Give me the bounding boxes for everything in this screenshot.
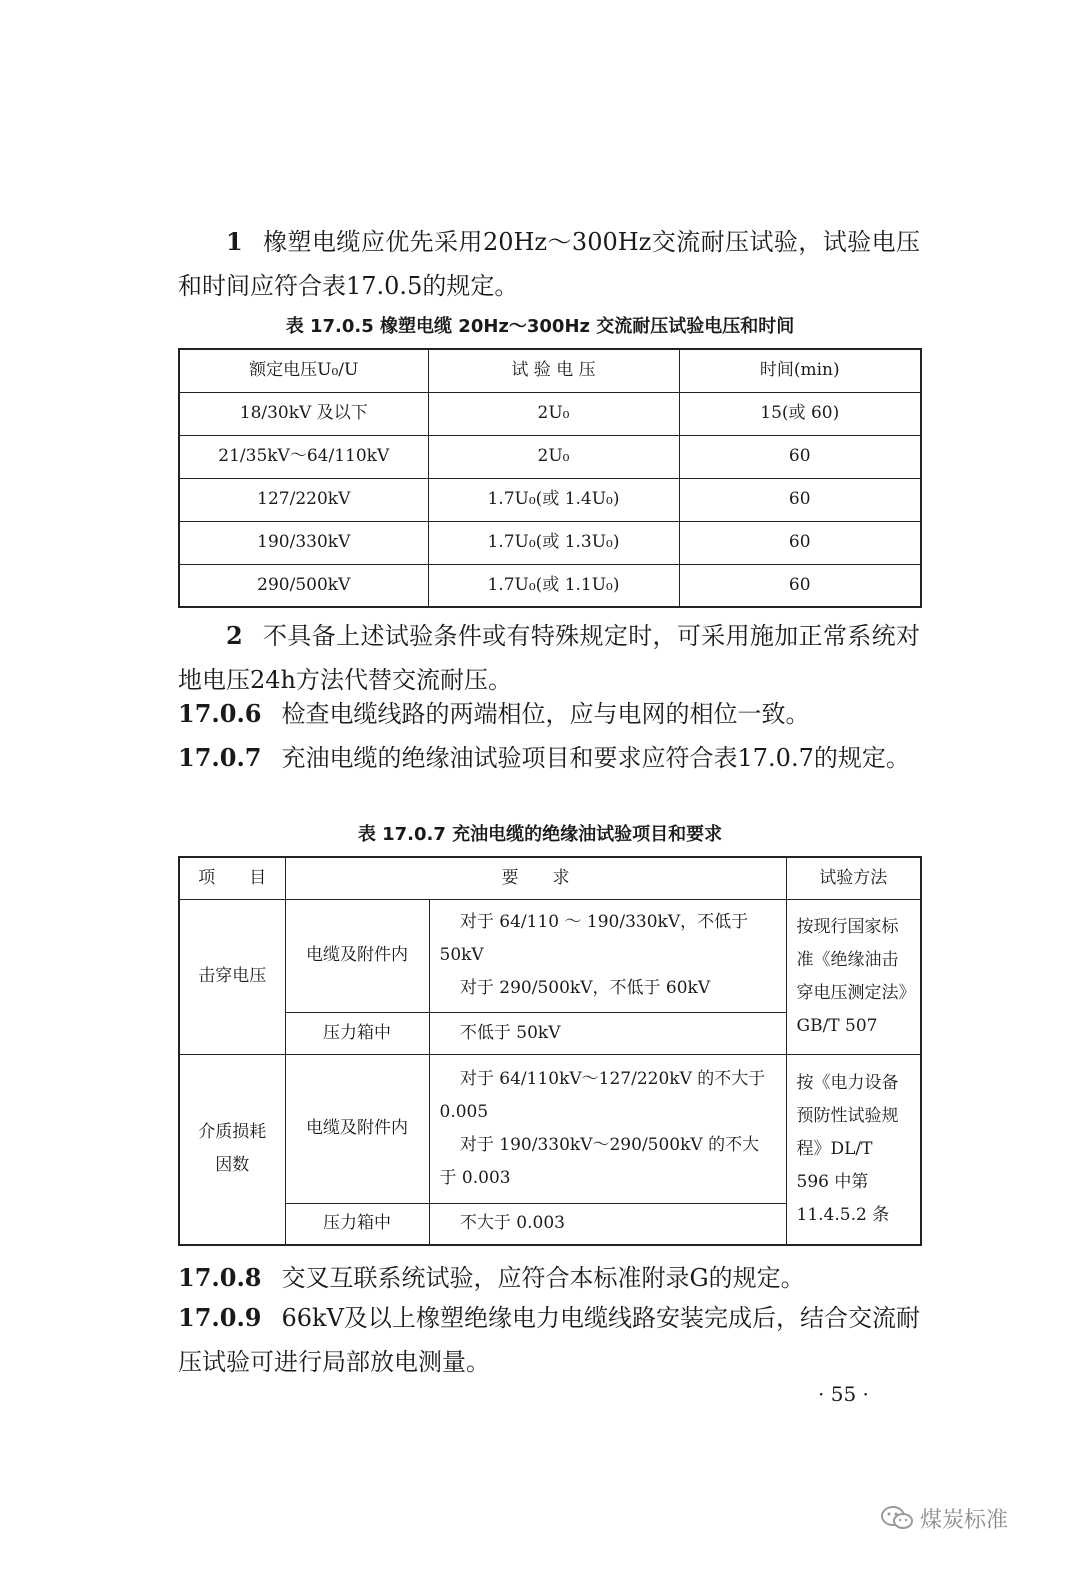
header-cell: 额定电压U₀/U [179,349,428,392]
header-cell: 时间(min) [679,349,921,392]
requirement-cell [429,899,786,1012]
table-cell: 1.7U₀(或 1.1U₀) [428,564,679,607]
table-cell: 2U₀ [428,392,679,435]
clause-number: 17.0.8 [178,1263,262,1292]
clause-17-0-8 [178,1256,920,1300]
table-cell: 2U₀ [428,435,679,478]
method-cell: 按现行国家标准《绝缘油击穿电压测定法》GB/T 507 [786,899,921,1054]
paragraph-1 [178,220,920,308]
header-cell: 试验方法 [786,857,921,899]
requirement-line: 对于 290/500kV，不低于 60kV [459,978,711,998]
requirement-cell [429,1012,786,1054]
table-cell: 15(或 60) [679,392,921,435]
paragraph-text: 橡塑电缆应优先采用20Hz～300Hz交流耐压试验，试验电压和时间应符合表17.0.5的规定。 [178,228,920,300]
paragraph-2 [178,614,920,702]
clause-number: 17.0.6 [178,699,262,728]
clause-text: 充油电缆的绝缘油试验项目和要求应符合表17.0.7的规定。 [281,744,910,772]
table-row [179,899,921,1012]
clause-number: 17.0.9 [178,1303,262,1332]
requirement-cell [429,1054,786,1203]
requirement-line: 对于 190/330kV～290/500kV 的不大于 0.003 [439,1134,760,1188]
clause-text: 交叉互联系统试验，应符合本标准附录G的规定。 [281,1264,805,1292]
table-header-row [179,857,921,899]
table-cell: 290/500kV [179,564,428,607]
requirement-line: 对于 64/110kV～127/220kV 的不大于 0.005 [439,1068,766,1122]
page-number: · 55 · [818,1382,869,1406]
sub-item-cell: 压力箱中 [285,1203,429,1245]
watermark-text: 煤炭标准 [920,1507,1009,1533]
table-1-caption: 表 17.0.5 橡塑电缆 20Hz～300Hz 交流耐压试验电压和时间 [285,316,795,337]
table-row [179,564,921,607]
table-cell: 1.7U₀(或 1.4U₀) [428,478,679,521]
table-cell: 1.7U₀(或 1.3U₀) [428,521,679,564]
table-cell: 60 [679,478,921,521]
requirement-cell [429,1203,786,1245]
table-cell: 127/220kV [179,478,428,521]
table-row [179,435,921,478]
item-cell: 击穿电压 [179,899,285,1054]
table-row [179,1054,921,1203]
table-row [179,478,921,521]
table-header-row [179,349,921,392]
clause-17-0-9 [178,1296,920,1384]
wechat-icon [880,1504,914,1532]
insulating-oil-table [178,856,922,1246]
item-number: 1 [226,227,243,256]
table-cell: 60 [679,564,921,607]
header-cell: 项 目 [179,857,285,899]
sub-item-cell: 电缆及附件内 [285,1054,429,1203]
table-cell: 18/30kV 及以下 [179,392,428,435]
table-2-caption: 表 17.0.7 充油电缆的绝缘油试验项目和要求 [357,824,723,845]
clause-17-0-7 [178,736,920,780]
paragraph-text: 不具备上述试验条件或有特殊规定时，可采用施加正常系统对地电压24h方法代替交流耐压。 [178,622,920,694]
clause-17-0-6 [178,692,920,736]
clause-text: 66kV及以上橡塑绝缘电力电缆线路安装完成后，结合交流耐压试验可进行局部放电测量。 [178,1304,920,1376]
clause-number: 17.0.7 [178,743,262,772]
header-cell: 要 求 [285,857,786,899]
item-number: 2 [226,621,243,650]
table-cell: 190/330kV [179,521,428,564]
sub-item-cell: 压力箱中 [285,1012,429,1054]
sub-item-cell: 电缆及附件内 [285,899,429,1012]
item-cell: 介质损耗因数 [179,1054,285,1245]
table-row [179,521,921,564]
table-cell: 60 [679,435,921,478]
requirement-line: 不低于 50kV [459,1022,561,1043]
table-cell: 21/35kV～64/110kV [179,435,428,478]
test-voltage-table [178,348,922,608]
table-cell: 60 [679,521,921,564]
clause-text: 检查电缆线路的两端相位，应与电网的相位一致。 [281,700,810,728]
header-cell: 试 验 电 压 [428,349,679,392]
watermark [880,1500,1060,1536]
requirement-line: 对于 64/110 ～ 190/330kV，不低于 50kV [439,912,749,965]
requirement-line: 不大于 0.003 [459,1213,565,1234]
method-cell: 按《电力设备预防性试验规程》DL/T 596 中第 11.4.5.2 条 [786,1054,921,1245]
table-row [179,392,921,435]
